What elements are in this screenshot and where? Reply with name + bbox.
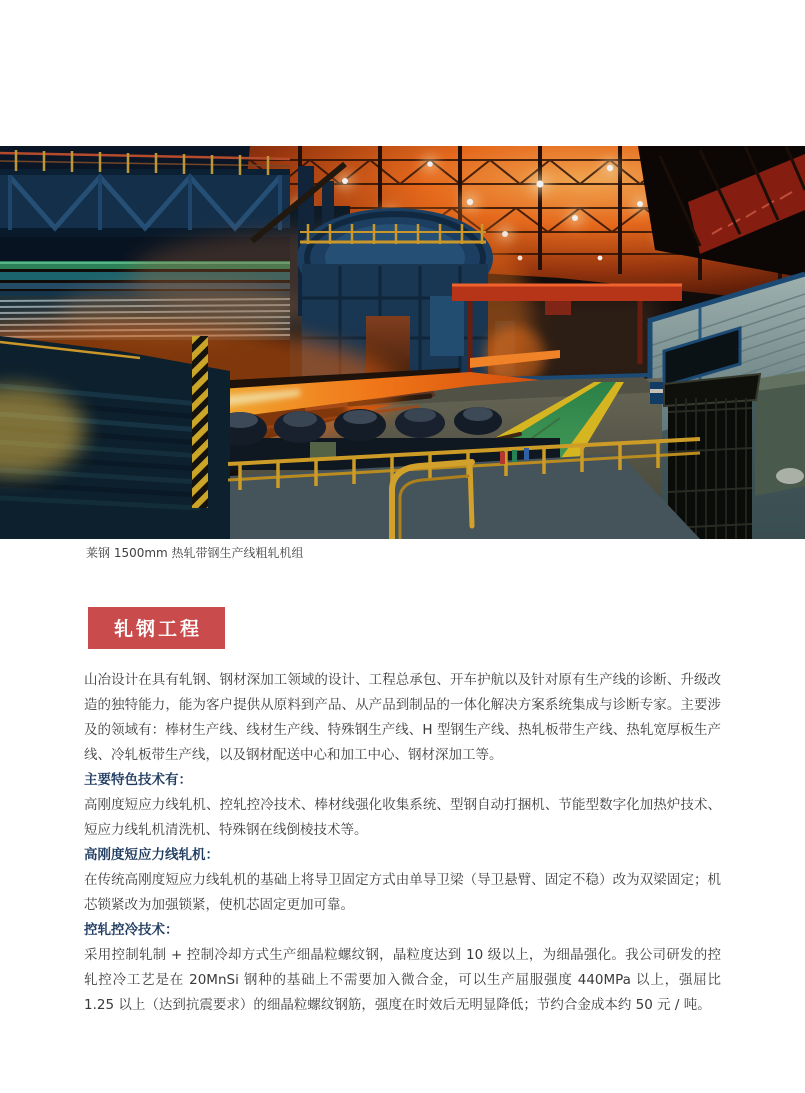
section-content [84, 668, 721, 1018]
tech2-heading: 控轧控冷技术： [84, 922, 179, 938]
rolling-mill-photo [0, 146, 805, 539]
features-heading: 主要特色技术有： [84, 772, 192, 788]
section-banner-label: 轧钢工程 [114, 618, 203, 640]
section-banner [88, 607, 225, 649]
tech2-paragraph: 采用控制轧制 + 控制冷却方式生产细晶粒螺纹钢，晶粒度达到 10 级以上，为细晶强化。我公司研发的控轧控冷工艺是在 20MnSi 钢种的基础上不需要加入微合金，可以生产屈服强度 440MPa 以上，强屈比 1.25 以上（达到抗震要求）的细晶粒螺纹钢筋，强度在时效后无明显降低；节约合金成本约 50 元 / 吨。 [84, 947, 721, 1013]
features-paragraph: 高刚度短应力线轧机、控轧控冷技术、棒材线强化收集系统、型钢自动打捆机、节能型数字化加热炉技术、短应力线轧机清洗机、特殊钢在线倒棱技术等。 [84, 797, 721, 838]
rolling-mill-photo-art [0, 146, 805, 539]
tech1-paragraph: 在传统高刚度短应力线轧机的基础上将导卫固定方式由单导卫梁（导卫悬臂、固定不稳）改为双梁固定；机芯锁紧改为加强锁紧，使机芯固定更加可靠。 [84, 872, 721, 913]
tech1-heading: 高刚度短应力线轧机： [84, 847, 219, 863]
intro-paragraph: 山冶设计在具有轧钢、钢材深加工领域的设计、工程总承包、开车护航以及针对原有生产线的诊断、升级改造的独特能力，能为客户提供从原料到产品、从产品到制品的一体化解决方案系统集成与诊断专家。主要涉及的领域有：棒材生产线、线材生产线、特殊钢生产线、H 型钢生产线、热轧板带生产线、热轧宽厚板生产线、冷轧板带生产线，以及钢材配送中心和加工中心、钢材深加工等。 [84, 672, 721, 763]
photo-caption: 莱钢 1500mm 热轧带钢生产线粗轧机组 [86, 546, 304, 560]
